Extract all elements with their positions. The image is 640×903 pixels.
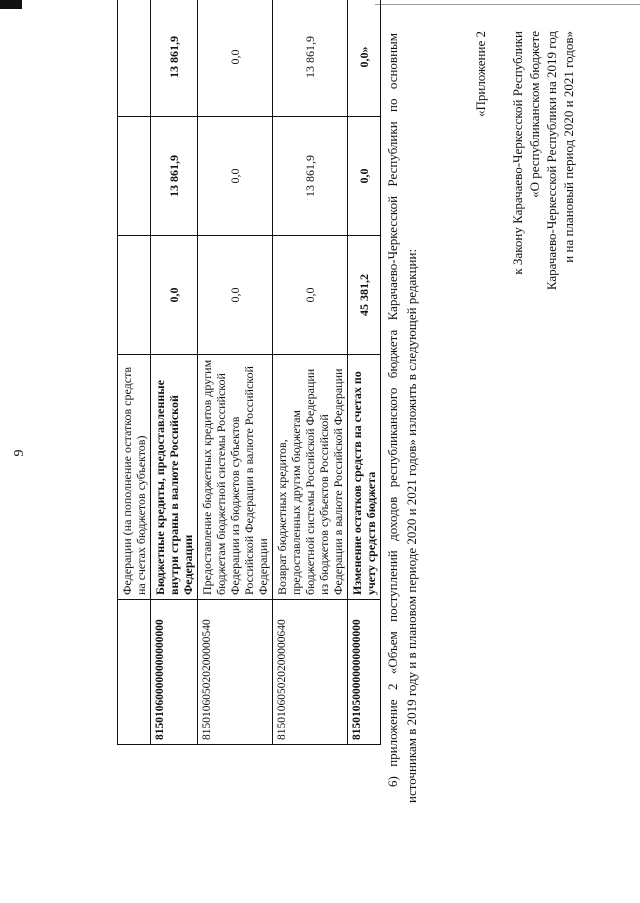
value-2019-cell: 0,0 — [151, 236, 198, 355]
appendix-budget-line: «О республиканском бюджете — [527, 31, 542, 198]
row-name-cell: Возврат бюджетных кредитов, предоставленных другим бюджетам бюджетной системы Российской Федерации из бюджетов субъектов Российской Федерации в валюте Российской Федерации — [273, 355, 348, 600]
value-2019-cell: 0,0 — [273, 236, 348, 355]
value-2021-cell: 0,0 — [198, 0, 273, 117]
value-2020-cell: 0,0 — [198, 117, 273, 236]
appendix-republic-line: Карачаево-Черкесской Республики на 2019 год — [544, 31, 559, 291]
value-2019-cell: 45 381,2 — [348, 236, 381, 355]
row-name-cell: Бюджетные кредиты, предоставленные внутри страны в валюте Российской Федерации — [151, 355, 198, 600]
table-row — [198, 0, 273, 745]
page-number: 9 — [12, 449, 27, 457]
value-2020-cell: 13 861,9 — [273, 117, 348, 236]
budget-code-cell: 815010605020200000540 — [198, 600, 273, 745]
value-2021-cell: 0,0» — [348, 0, 381, 117]
row-name-cell: Изменение остатков средств на счетах по учету средств бюджета — [348, 355, 381, 600]
budget-table-body — [118, 0, 381, 745]
value-2019-cell — [118, 236, 151, 355]
value-2021-cell — [118, 0, 151, 117]
appendix-period-line: и на плановый период 2020 и 2021 годов» — [561, 31, 576, 263]
table-row — [118, 0, 151, 745]
amendment-paragraph: 6) приложение 2 «Объем поступлений доходов республиканского бюджета Карачаево-Черкесской Республики по основным источникам в 2019 году и в плановом периоде 2020 и 2021 годов» изложить в следующей редакции: — [385, 33, 419, 803]
appendix-title: «Приложение 2 — [473, 31, 488, 118]
budget-table — [117, 0, 381, 745]
budget-code-cell: 815010605020200000640 — [273, 600, 348, 745]
budget-code-cell — [118, 600, 151, 745]
value-2021-cell: 13 861,9 — [273, 0, 348, 117]
value-2020-cell — [118, 117, 151, 236]
budget-code-cell: 815010500000000000000 — [348, 600, 381, 745]
appendix-law-line: к Закону Карачаево-Черкесской Республики — [510, 31, 525, 275]
table-row — [348, 0, 381, 745]
value-2020-cell: 0,0 — [348, 117, 381, 236]
value-2021-cell: 13 861,9 — [151, 0, 198, 117]
value-2020-cell: 13 861,9 — [151, 117, 198, 236]
value-2019-cell: 0,0 — [198, 236, 273, 355]
row-name-cell: Предоставление бюджетных кредитов другим бюджетам бюджетной системы Российской Федерации из бюджетов субъектов Российской Федерации в валюте Российской Федерации — [198, 355, 273, 600]
table-row — [151, 0, 198, 745]
table-row — [273, 0, 348, 745]
appendix-header — [472, 31, 577, 403]
row-name-cell: Федерации (на пополнение остатков средств на счетах бюджетов субъектов) — [118, 355, 151, 600]
budget-code-cell: 815010600000000000000 — [151, 600, 198, 745]
